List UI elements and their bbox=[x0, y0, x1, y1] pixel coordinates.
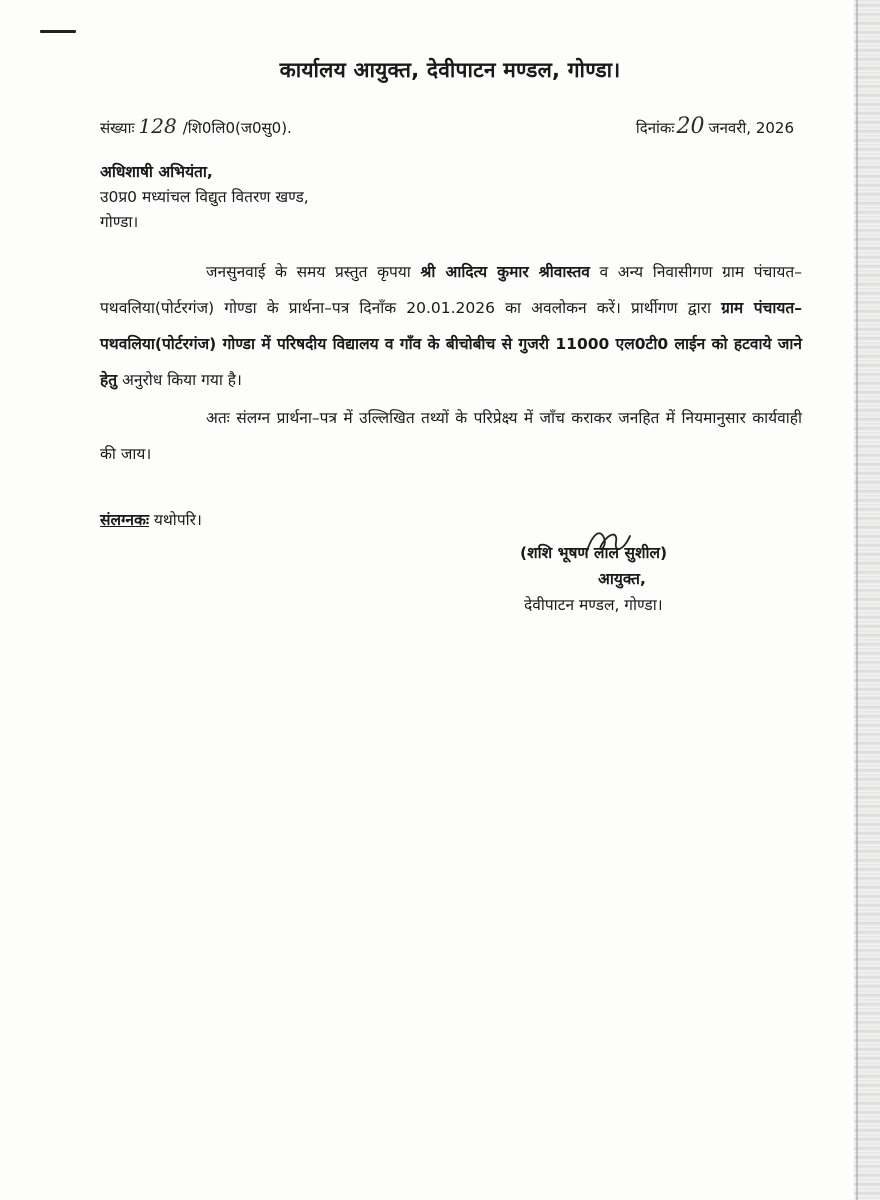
reference-number bbox=[100, 114, 292, 138]
letter-heading: कार्यालय आयुक्त, देवीपाटन मण्डल, गोण्डा। bbox=[279, 58, 621, 82]
body-paragraph-1 bbox=[100, 254, 802, 398]
date-label: दिनांकः bbox=[635, 119, 675, 137]
addressee-office: उ0प्र0 मध्यांचल विद्युत वितरण खण्ड, bbox=[100, 188, 309, 206]
ref-number-handwritten: 128 bbox=[138, 114, 177, 138]
addressee-block bbox=[100, 160, 309, 235]
signatory-designation: आयुक्त, bbox=[598, 570, 646, 588]
para1-text-b: व अन्य निवासीगण ग्राम पंचायत–पथवलिया(पोर्टरगंज) गोण्डा के प्रार्थना–पत्र दिनाँक 20.01.2026 का अवलोकन करें। प्रार्थीगण द्वारा bbox=[100, 263, 802, 317]
body-paragraph-2: अतः संलग्न प्रार्थना–पत्र में उल्लिखित तथ्यों के परिप्रेक्ष्य में जाँच कराकर जनहित में नियमानुसार कार्यवाही की जाय। bbox=[100, 409, 802, 463]
addressee-city: गोण्डा। bbox=[100, 213, 139, 231]
scan-edge-line bbox=[856, 0, 858, 1200]
enclosure-line bbox=[100, 508, 202, 530]
letter-date bbox=[636, 114, 794, 139]
date-month-year: जनवरी, 2026 bbox=[708, 119, 794, 137]
date-day-handwritten: 20 bbox=[676, 114, 705, 139]
enclosure-label: संलग्नकः bbox=[100, 511, 149, 529]
para1-text-a: जनसुनवाई के समय प्रस्तुत कृपया bbox=[206, 263, 421, 281]
signature-block bbox=[520, 540, 740, 618]
ref-label: संख्याः bbox=[100, 119, 135, 137]
signatory-office: देवीपाटन मण्डल, गोण्डा। bbox=[524, 596, 663, 614]
ref-suffix: /शि0लि0(ज0सु0). bbox=[182, 119, 292, 137]
addressee-title: अधिशाषी अभियंता, bbox=[100, 163, 213, 181]
enclosure-value: यथोपरि। bbox=[148, 511, 202, 529]
para1-applicant-name: श्री आदित्य कुमार श्रीवास्तव bbox=[420, 263, 590, 281]
para1-request-subject: ग्राम पंचायत–पथवलिया(पोर्टरगंज) गोण्डा में परिषदीय विद्यालय व गाँव के बीचोबीच से गुजरी 11000 एल0टी0 लाईन को हटवाये जाने हेतु bbox=[100, 299, 802, 389]
signatory-name: (शशि भूषण लाल सुशील) bbox=[520, 544, 668, 562]
para1-text-c: अनुरोध किया गया है। bbox=[117, 371, 242, 389]
punch-mark bbox=[40, 30, 76, 33]
letter-body bbox=[100, 254, 802, 472]
